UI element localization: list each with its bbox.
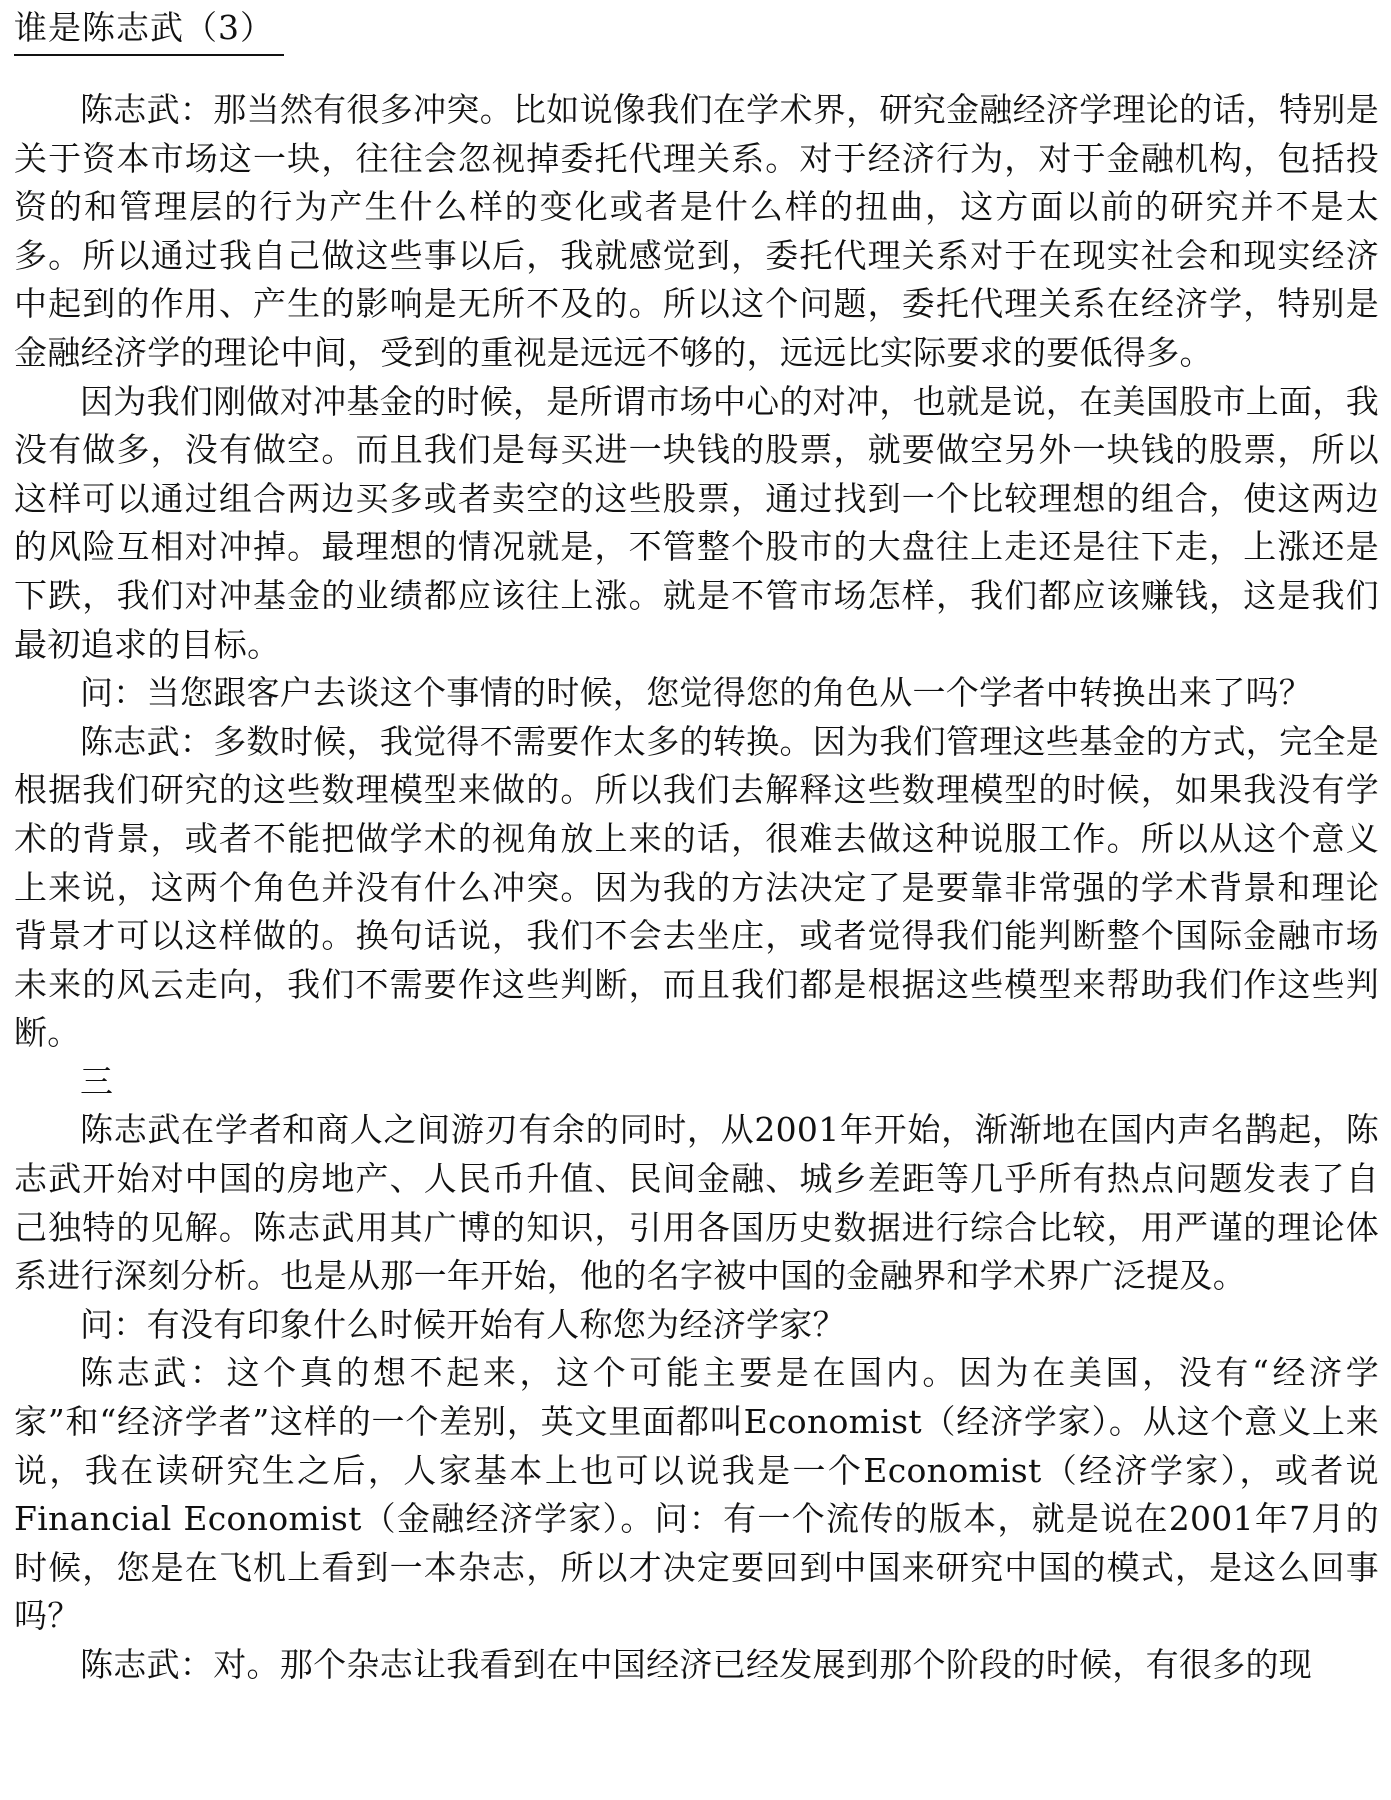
- document-title: 谁是陈志武（3）: [14, 8, 284, 56]
- paragraph-answer-conflict: 陈志武：那当然有很多冲突。比如说像我们在学术界，研究金融经济学理论的话，特别是关于资本市场这一块，往往会忽视掉委托代理关系。对于经济行为，对于金融机构，包括投资的和管理层的行为产生什么样的变化或者是什么样的扭曲，这方面以前的研究并不是太多。所以通过我自己做这些事以后，我就感觉到，委托代理关系对于在现实社会和现实经济中起到的作用、产生的影响是无所不及的。所以这个问题，委托代理关系在经济学，特别是金融经济学的理论中间，受到的重视是远远不够的，远远比实际要求的要低得多。: [14, 90, 1379, 372]
- paragraph-question-economist: 问：有没有印象什么时候开始有人称您为经济学家？: [80, 1304, 846, 1344]
- section-heading-three: 三: [80, 1061, 114, 1101]
- title-block: [14, 8, 284, 56]
- paragraph-hedge-fund: 因为我们刚做对冲基金的时候，是所谓市场中心的对冲，也就是说，在美国股市上面，我没有做多，没有做空。而且我们是每买进一块钱的股票，就要做空另外一块钱的股票，所以这样可以通过组合两边买多或者卖空的这些股票，通过找到一个比较理想的组合，使这两边的风险互相对冲掉。最理想的情况就是，不管整个股市的大盘往上走还是往下走，上涨还是下跌，我们对冲基金的业绩都应该往上涨。就是不管市场怎样，我们都应该赚钱，这是我们最初追求的目标。: [14, 381, 1379, 664]
- document-body: [14, 86, 1379, 1690]
- paragraph-answer-economist: 陈志武：这个真的想不起来，这个可能主要是在国内。因为在美国，没有“经济学家”和“经济学者”这样的一个差别，英文里面都叫Economist（经济学家）。从这个意义上来说，我在读研究生之后，人家基本上也可以说我是一个Economist（经济学家），或者说Financial Economist（金融经济学家）。问：有一个流传的版本，就是说在2001年7月的时候，您是在飞机上看到一本杂志，所以才决定要回到中国来研究中国的模式，是这么回事吗？: [14, 1353, 1379, 1636]
- paragraph-answer-magazine: 陈志武：对。那个杂志让我看到在中国经济已经发展到那个阶段的时候，有很多的现: [80, 1645, 1313, 1684]
- paragraph-narrative-2001: 陈志武在学者和商人之间游刃有余的同时，从2001年开始，渐渐地在国内声名鹊起，陈志武开始对中国的房地产、人民币升值、民间金融、城乡差距等几乎所有热点问题发表了自己独特的见解。陈志武用其广博的知识，引用各国历史数据进行综合比较，用严谨的理论体系进行深刻分析。也是从那一年开始，他的名字被中国的金融界和学术界广泛提及。: [14, 1110, 1379, 1296]
- paragraph-question-role: 问：当您跟客户去谈这个事情的时候，您觉得您的角色从一个学者中转换出来了吗？: [80, 673, 1313, 713]
- paragraph-answer-role: 陈志武：多数时候，我觉得不需要作太多的转换。因为我们管理这些基金的方式，完全是根据我们研究的这些数理模型来做的。所以我们去解释这些数理模型的时候，如果我没有学术的背景，或者不能把做学术的视角放上来的话，很难去做这种说服工作。所以从这个意义上来说，这两个角色并没有什么冲突。因为我的方法决定了是要靠非常强的学术背景和理论背景才可以这样做的。换句话说，我们不会去坐庄，或者觉得我们能判断整个国际金融市场未来的风云走向，我们不需要作这些判断，而且我们都是根据这些模型来帮助我们作这些判断。: [14, 721, 1379, 1053]
